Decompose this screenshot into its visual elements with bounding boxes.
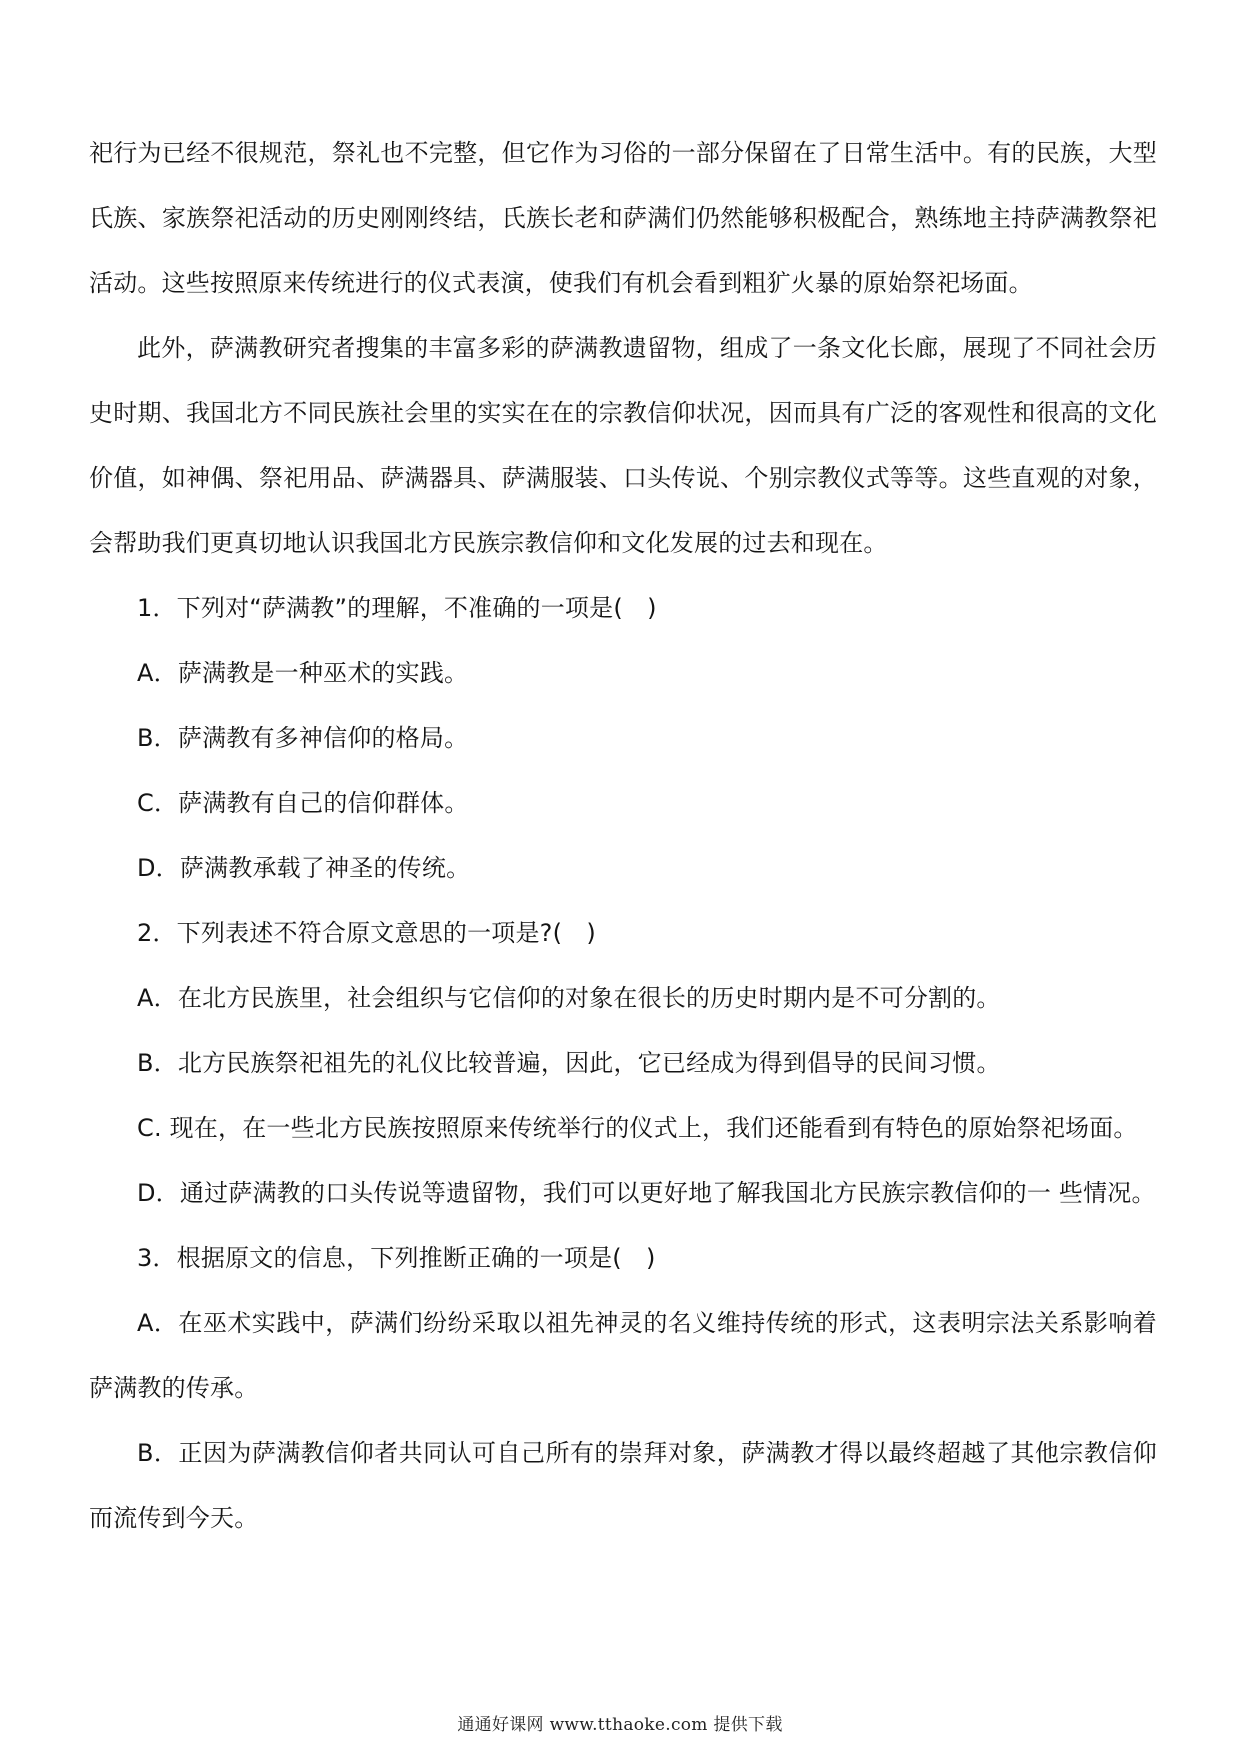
document-body	[89, 121, 1157, 1551]
page-footer: 通通好课网 www.tthaoke.com 提供下载	[457, 1715, 783, 1735]
question-3	[89, 1226, 1157, 1551]
option-d: D．萨满教承载了神圣的传统。	[137, 854, 471, 882]
question-stem: 3．根据原文的信息，下列推断正确的一项是( )	[137, 1244, 656, 1272]
paragraph-artifacts: 此外，萨满教研究者搜集的丰富多彩的萨满教遗留物，组成了一条文化长廊，展现了不同社会历史时期、我国北方不同民族社会里的实实在在的宗教信仰状况，因而具有广泛的客观性和很高的文化价值，如神偶、祭祀用品、萨满器具、萨满服装、口头传说、个别宗教仪式等等。这些直观的对象，会帮助我们更真切地认识我国北方民族宗教信仰和文化发展的过去和现在。	[89, 334, 1157, 557]
option-b: B．萨满教有多神信仰的格局。	[137, 724, 469, 752]
question-stem: 1．下列对“萨满教”的理解，不准确的一项是( )	[137, 594, 657, 622]
paragraph-continued: 祀行为已经不很规范，祭礼也不完整，但它作为习俗的一部分保留在了日常生活中。有的民族，大型氏族、家族祭祀活动的历史刚刚终结，氏族长老和萨满们仍然能够积极配合，熟练地主持萨满教祭祀活动。这些按照原来传统进行的仪式表演，使我们有机会看到粗犷火暴的原始祭祀场面。	[89, 139, 1157, 297]
option-c: C．萨满教有自己的信仰群体。	[137, 789, 469, 817]
option-a: A．在巫术实践中，萨满们纷纷采取以祖先神灵的名义维持传统的形式，这表明宗法关系影响着萨满教的传承。	[89, 1309, 1157, 1402]
question-stem: 2．下列表述不符合原文意思的一项是?( )	[137, 919, 596, 947]
option-c: C. 现在，在一些北方民族按照原来传统举行的仪式上，我们还能看到有特色的原始祭祀场面。	[137, 1114, 1138, 1142]
option-b: B．正因为萨满教信仰者共同认可自己所有的崇拜对象，萨满教才得以最终超越了其他宗教信仰而流传到今天。	[89, 1439, 1157, 1532]
option-b: B．北方民族祭祀祖先的礼仪比较普遍，因此，它已经成为得到倡导的民间习惯。	[137, 1049, 1001, 1077]
option-a: A．萨满教是一种巫术的实践。	[137, 659, 469, 687]
question-2	[89, 901, 1157, 1226]
option-d: D．通过萨满教的口头传说等遗留物，我们可以更好地了解我国北方民族宗教信仰的一 些情况。	[137, 1179, 1156, 1207]
question-1	[89, 576, 1157, 901]
option-a: A．在北方民族里，社会组织与它信仰的对象在很长的历史时期内是不可分割的。	[137, 984, 1001, 1012]
